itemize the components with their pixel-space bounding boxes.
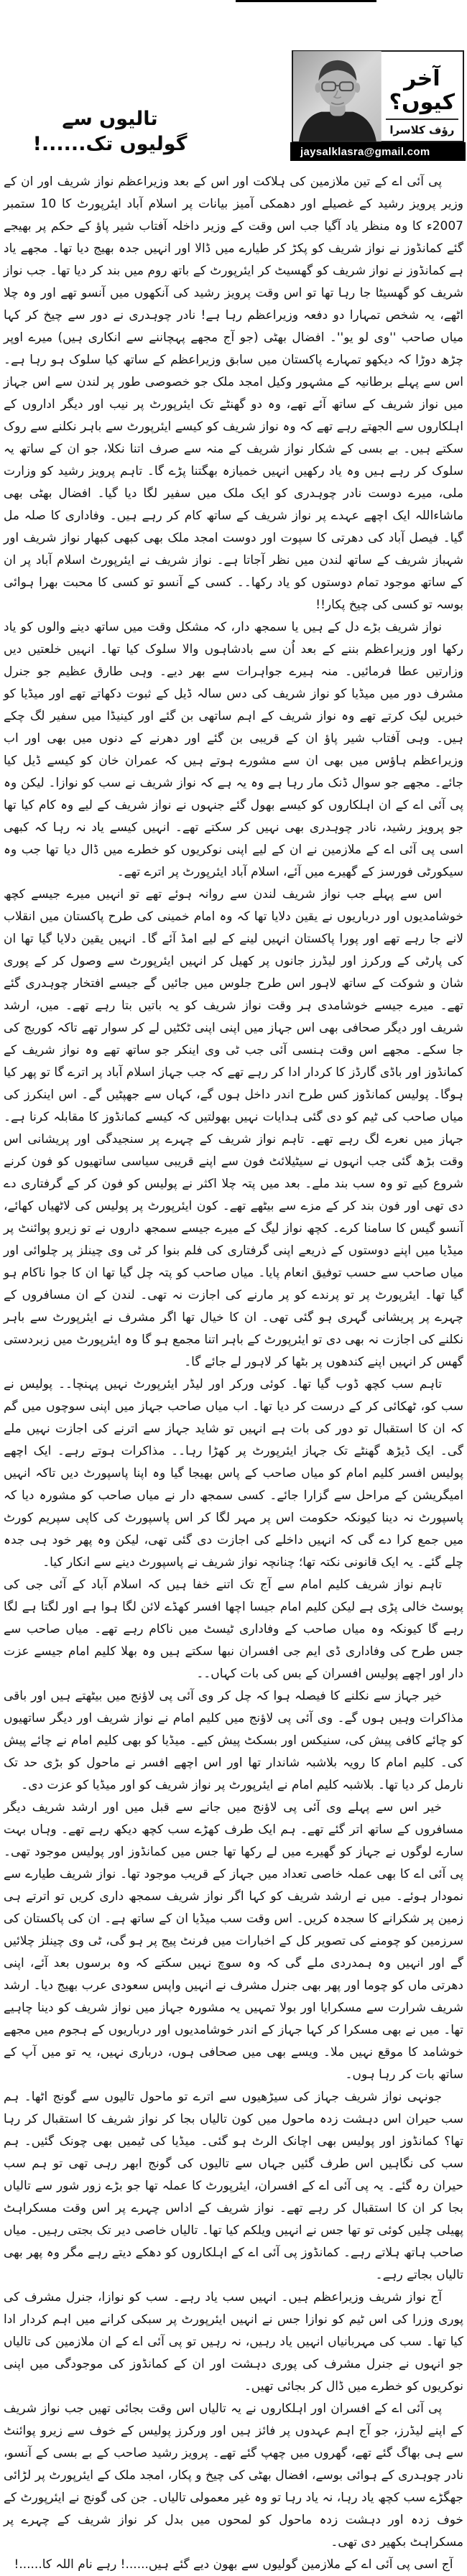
article-paragraph: اس سے پہلے جب نواز شریف لندن سے روانہ ہوئے تھے تو انہیں میرے جیسے کچھ خوشامدیوں اور درباریوں نے یقین دلایا تھا کہ وہ امام خمینی کی طرح پاکستان میں انقلاب لانے جا رہے تھے اور پورا پاکستان انہیں لینے کے لیے امڈ آئے گا۔ انہیں یقین دلایا گیا تھا ان کی پارٹی کے ورکرز اور لیڈرز جانوں پر کھیل کر انہیں ایئرپورٹ سے وصول کر کے پوری شان و شوکت کے ساتھ لاہور اس طرح جلوس میں جائیں گے جیسے افتخار چوہدری گئے تھے۔ میرے جیسے خوشامدی ہر وقت نواز شریف کو یہ باتیں بتا رہے تھے۔ میں، ارشد شریف اور دیگر صحافی بھی اس جہاز میں اپنی اپنی ٹکٹیں لے کر سوار تھے تاکہ کوریج کی جا سکے۔ مجھے اس وقت ہنسی آئی جب ٹی وی اینکر جو ساتھ تھے وہ نواز شریف کے کمانڈوز اور باڈی گارڈز کا کردار ادا کر رہے تھے کہ جب جہاز اسلام آباد پر اترے گا تو پھر کیا ہوگا۔ پولیس کمانڈوز کس طرح اندر داخل ہوں گے، کہاں سے جھپٹیں گے۔ اس اینکرز کی میاں صاحب کی ٹیم کو دی گئی ہدایات نہیں بھولتیں کہ کیسے کمانڈوز کا مقابلہ کرنا ہے۔ جہاز میں نعرے لگ رہے تھے۔ تاہم نواز شریف کے چہرے پر سنجیدگی اور پریشانی اس وقت بڑھ گئی جب انہوں نے سیٹیلائٹ فون سے اپنے قریبی سیاسی ساتھیوں کو فون کرنے شروع کیے تو وہ سب بند ملے۔ بعد میں پتہ چلا اکثر نے پولیس کو فون کر کے گرفتاری دے دی تھی اور فون بند کر کے مزے سے بیٹھے تھے۔ کون ایئرپورٹ پر پولیس کی لاٹھیاں کھائے، آنسو گیس کا سامنا کرے۔ کچھ نواز لیگ کے میرے جیسے سمجھ داروں نے تو زیرو پوائنٹ پر میڈیا میں اپنے دوستوں کے ذریعے اپنی گرفتاری کی فلم بنوا کر ٹی وی چینلز پر چلوائی اور میاں صاحب سے حسب توفیق انعام پایا۔ میاں صاحب کو پتہ چل گیا تھا ان کا جوا ناکام ہو گیا تھا۔ ایئرپورٹ پر تو پرندے کو پر مارنے کی اجازت نہ تھی۔ لندن کے ان مسافروں کے چہرے پر پریشانی گہری ہو گئی تھی۔ ان کا خیال تھا اگر مشرف نے ایئرپورٹ سے باہر نکلنے کی اجازت نہ بھی دی تو ایئرپورٹ کے باہر اتنا مجمع ہو گا وہ ایئرپورٹ میں زبردستی گھس کر انہیں اپنے کندھوں پر بٹھا کر لاہور لے جائے گا۔ bbox=[4, 887, 463, 1369]
article-paragraph: خیر جہاز سے نکلنے کا فیصلہ ہوا کہ چل کر وی آئی پی لاؤنج میں بیٹھتے ہیں اور باقی مذاکرات وہیں ہوں گے۔ وی آئی پی لاؤنج میں کلیم امام نے نواز شریف اور دیگر ساتھیوں کو چائے کافی پیش کی، سنیکس اور بسکٹ پیش کیے۔ میڈیا کو بھی کلیم امام نے چائے پیش کی۔ کلیم امام کا رویہ بلاشبہ شاندار تھا اور اس اچھے افسر نے ماحول کو بڑی حد تک نارمل کر دیا تھا۔ بلاشبہ کلیم امام نے ایئرپورٹ پر نواز شریف کو اور میڈیا کو عزت دی۔ bbox=[4, 1689, 463, 1792]
article-paragraph: تاہم نواز شریف کلیم امام سے آج تک اتنے خفا ہیں کہ اسلام آباد کے آئی جی کی پوسٹ خالی پڑی ہے لیکن کلیم امام جیسا اچھا افسر کھڈے لائن لگا ہوا ہے اور لگتا ہے لگا رہے گا کیونکہ وہ میاں صاحب کے وفاداری ٹیسٹ میں ناکام رہے تھے۔ میاں صاحب سے جس طرح کی وفاداری ڈی ایم جی افسران نبھا سکتے ہیں وہ بھلا کلیم امام جیسے عزت دار اور اچھے پولیس افسران کے بس کی بات کہاں۔۔ bbox=[4, 1577, 463, 1681]
columnist-header-box bbox=[292, 50, 464, 142]
article-paragraph: پی آئی اے کے تین ملازمین کی ہلاکت اور اس کے بعد وزیراعظم نواز شریف اور ان کے وزیر پرویز رشید کے غصیلے اور دھمکی آمیز بیانات پر اسلام آباد ایئرپورٹ کا 10 ستمبر 2007ء کا وہ منظر یاد آگیا جب اس وقت کے وزیر داخلہ آفتاب شیر پاؤ کے حکم پر بھیجے گئے کمانڈوز نے نواز شریف کو پکڑ کر طیارے میں ڈالا اور انہیں جدہ بھیج دیا تھا۔ مجھے یاد ہے کمانڈوز نے نواز شریف کو گھسیٹ کر ایئرپورٹ کے باتھ روم میں بند کر دیا تھا۔ جب نواز شریف کو گھسیٹا جا رہا تھا تو اس وقت پرویز رشید کی آنکھوں میں آنسو تھے اور وہ چلا اٹھے، یہ شخص تمہارا دو دفعہ وزیراعظم رہا ہے! نادر چوہدری نے دور سے چیخ کر کہا میاں صاحب ''وی لو یو''۔ افضال بھٹی (جو آج مجھے پہچاننے سے انکاری ہیں) میرے اوپر چڑھ دوڑا کہ دیکھو تمہارے پاکستان میں سابق وزیراعظم کے ساتھ کیا سلوک ہو رہا ہے۔ اس سے پہلے برطانیہ کے مشہور وکیل امجد ملک جو خصوصی طور پر لندن سے اس جہاز میں نواز شریف کے ساتھ آئے تھے، وہ دو گھنٹے تک ایئرپورٹ پر نیب اور دیگر اداروں کے اہلکاروں سے الجھتے رہے تھے کہ وہ نواز شریف کو کیسے ایئرپورٹ سے باہر نکلنے سے روک سکتے ہیں۔ بے بسی کے شکار نواز شریف کے منہ سے صرف اتنا نکلا، جو ان کے ساتھ یہ سلوک کر رہے ہیں وہ یاد رکھیں انہیں خمیازہ بھگتنا پڑے گا۔ تاہم پرویز رشید کو وزارت ملی، میرے دوست نادر چوہدری کو ایک ملک میں سفیر لگا دیا گیا۔ افضال بھٹی بھی ماشاءاللہ ایک اچھے عہدے پر نواز شریف کے ساتھ کام کر رہے ہیں۔ وفاداری کا صلہ مل گیا۔ فیصل آباد کی دھرتی کا سپوت اور دوست امجد ملک بھی کبھی کبھار نواز شریف اور شہباز شریف کے ساتھ لندن میں نظر آجاتا ہے۔ نواز شریف نے ایئرپورٹ اسلام آباد پر ان کے ساتھ موجود تمام دوستوں کو یاد رکھا۔۔ کسی کے آنسو تو کسی کا محبت بھرا ہوائی بوسہ تو کسی کی چیخ پکار!! bbox=[4, 175, 463, 612]
article-body bbox=[4, 171, 463, 2576]
title-underline bbox=[386, 119, 458, 120]
article-paragraph: پی آئی اے کے افسران اور اہلکاروں نے یہ تالیاں اس وقت بجائی تھیں جب نواز شریف کے اپنے لیڈرز، جو آج اہم عہدوں پر فائز ہیں اور ورکرز پولیس کے خوف سے زیرو پوائنٹ سے ہی بھاگ گئے تھے، گھروں میں چھپ گئے تھے۔ پرویز رشید صاحب کے بے بسی کے آنسو، نادر چوہدری کے ہوائی بوسے، افضال بھٹی کی چیخ و پکار، امجد ملک کے ایئرپورٹ پر لڑائی جھگڑے سب کچھ یاد رہا، نہ یاد رہا تو وہ غیر معمولی تالیاں۔ جن کی گونج نے ایئرپورٹ کے خوف زدہ اور دہشت زدہ ماحول کو لمحوں میں بدل کر نواز شریف کے چہرے پر مسکراہٹ بکھیر دی تھی۔ bbox=[4, 2401, 463, 2549]
email-text: jaysalklasra@gmail.com bbox=[300, 145, 430, 158]
article-paragraph: خیر اس سے پہلے وی آئی پی لاؤنج میں جانے سے قبل میں اور ارشد شریف دیگر مسافروں کے ساتھ اتر گئے تھے۔ ہم ایک طرف کھڑے سب کچھ دیکھ رہے تھے۔ وہاں بہت سارے لوگوں نے جہاز کو گھیرے میں لے رکھا تھا جس میں کمانڈوز اور پولیس موجود تھی۔ پی آئی اے کا بھی عملہ خاصی تعداد میں جہاز کے قریب موجود تھا۔ نواز شریف طیارے سے نمودار ہوئے۔ میں نے ارشد شریف کو کہا اگر نواز شریف سمجھ داری کریں تو اترتے ہی زمین پر شکرانے کا سجدہ کریں۔ اس وقت سب میڈیا ان کے ساتھ ہے۔ ان کی پاکستان کی سرزمین کو چومنے کی تصویر کل کے اخبارات میں فرنٹ پیج پر ہو گی، ٹی وی چینلز چلائیں گے اور انہیں وہ ہمدردی ملے گی کہ وہ سوچ نہیں سکتے کہ وہ برسوں بعد آئے، اپنی دھرتی ماں کو چوما اور پھر بھی جنرل مشرف نے انہیں واپس سعودی عرب بھیج دیا۔ ارشد شریف شرارت سے مسکرایا اور بولا تمہیں یہ مشورہ جہاز میں نواز شریف کو دینا چاہیے تھا۔ میں نے بھی مسکرا کر کہا جہاز کے اندر خوشامدیوں اور درباریوں کے ہجوم میں مجھے خوشامد کا موقع نہیں ملا۔ ویسے بھی میں صحافی ہوں، درباری نہیں، یہ تو میں آپ کے ساتھ بات کر رہا ہوں۔ bbox=[4, 1800, 463, 2082]
article-paragraph: آج نواز شریف وزیراعظم ہیں۔ انہیں سب یاد رہے۔ سب کو نوازا، جنرل مشرف کی پوری وزرا کی اس ٹیم کو نوازا جس نے انہیں ایئرپورٹ پر سبکی کرانے میں اہم کردار ادا کیا تھا۔ سب کی مہربانیاں انہیں یاد رہیں، نہ رہیں تو پی آئی اے کے ان ملازمین کی تالیاں جو انہوں نے جنرل مشرف کی پوری دہشت اور ان کے کمانڈوز کی موجودگی میں اپنی نوکریوں کو خطرے میں ڈال کر بجائی تھیں۔ bbox=[4, 2290, 463, 2394]
author-name: رؤف کلاسرا bbox=[389, 124, 455, 136]
article-paragraph: جونہی نواز شریف جہاز کی سیڑھیوں سے اترے تو ماحول تالیوں سے گونج اٹھا۔ ہم سب حیران اس دہشت زدہ ماحول میں کون تالیاں بجا کر نواز شریف کا استقبال کر رہا تھا؟ کمانڈوز اور پولیس بھی اچانک الرٹ ہو گئی۔ میڈیا کی ٹیمیں بھی چونک گئیں۔ ہم سب کی نگاہیں اس طرف گئیں جہاں سے تالیوں کی گونج ابھر رہی تھی تو ہم سب حیران رہ گئے۔ یہ پی آئی اے کے افسران، ایئرپورٹ کا عملہ تھا جو بڑے زور شور سے تالیاں بجا کر ان کا استقبال کر رہے تھے۔ نواز شریف کے اداس چہرے پر اس وقت مسکراہٹ پھیلی چلیں کوئی تو تھا جس نے انہیں ویلکم کیا تھا۔ تالیاں خاصی دیر تک بجتی رہیں۔ میاں صاحب ہاتھ ہلاتے رہے۔ کمانڈوز پی آئی اے کے اہلکاروں کو دھکے دیتے رہے مگر وہ پھر بھی تالیاں بجاتے رہے۔ bbox=[4, 2090, 463, 2282]
columnist-titles bbox=[382, 52, 463, 141]
article-closing-line: آج اسی پی آئی اے کے ملازمین گولیوں سے بھون دیے گئے ہیں......! رہے نام اللہ کا......! bbox=[14, 2557, 453, 2572]
top-rule bbox=[236, 0, 376, 2]
email-bar bbox=[290, 142, 466, 161]
author-photo bbox=[293, 52, 382, 141]
article-title: تالیوں سے گولیوں تک......! bbox=[32, 108, 188, 156]
article-paragraph: تاہم سب کچھ ڈوب گیا تھا۔ کوئی ورکر اور لیڈر ایئرپورٹ نہیں پہنچا۔۔ پولیس نے سب کو، ٹھکائی کر کے درست کر دیا تھا۔ اب میاں صاحب جہاز میں اپنی سوچوں میں گم کہ ان کا استقبال تو دور کی بات ہے انہیں تو شاید جہاز سے اترنے کی اجازت نہیں ملے گی۔ ایک ڈیڑھ گھنٹے تک جہاز ایئرپورٹ پر کھڑا رہا۔۔ مذاکرات ہوتے رہے۔ ایک اچھے پولیس افسر کلیم امام کو میاں صاحب کے پاس بھیجا گیا وہ اپنا پاسپورٹ دیں تاکہ انہیں امیگریشن کے مراحل سے گزارا جائے۔ کسی سمجھ دار نے میاں صاحب کو مشورہ دیا کہ پاسپورٹ نہ دینا کیونکہ حکومت اس پر مہر لگا کر اس پاسپورٹ کی کاپی سپریم کورٹ میں جمع کرا دے گی کہ انہیں داخلے کی اجازت دی گئی تھی، لیکن وہ پھر خود ہی جدہ چلے گئے۔ یہ ایک قانونی نکتہ تھا؛ چنانچہ نواز شریف نے پاسپورٹ دینے سے انکار کیا۔ bbox=[4, 1377, 463, 1570]
column-title: آخر کیوں؟ bbox=[389, 66, 456, 115]
article-paragraph: نواز شریف بڑے دل کے ہیں یا سمجھ دار، کہ مشکل وقت میں ساتھ دینے والوں کو یاد رکھا اور وزیراعظم بننے کے بعد اُن سے بادشاہوں والا سلوک کیا تھا۔ انہیں خلعتیں دیں وزارتیں عطا فرمائیں۔ منہ ہیرے جواہرات سے بھر دیے۔ وہی طارق عظیم جو جنرل مشرف دور میں میڈیا کو نواز شریف کی دس سالہ ڈیل کے ثبوت دکھاتے تھے اور میڈیا کو خبریں لیک کرتے تھے وہ نواز شریف کے اہم ساتھی بن گئے اور کینیڈا میں سفیر لگ چکے ہیں۔ وہی آفتاب شیر پاؤ ان کے قریبی بن گئے اور دھرنے کے دنوں میں بھی اور اب وزیراعظم ہاؤس میں بھی ان سے مشورے ہوتے ہیں کہ عمران خان کو کیسے ڈیل کیا جائے۔ مجھے جو سوال ڈنک مار رہا ہے وہ یہ ہے کہ نواز شریف نے سب کو نوازا۔ لیکن وہ پی آئی اے کے ان اہلکاروں کو کیسے بھول گئے جنہوں نے نواز شریف کے لیے وہ کام کیا تھا جو پرویز رشید، نادر چوہدری بھی نہیں کر سکتے تھے۔ انہیں کیسے یاد نہ رہا کہ کبھی اسی پی آئی اے کے ملازمین نے ان کے لیے اپنی نوکریوں کو خطرے میں ڈال دیا تھا جب وہ سیکورٹی فورسز کے گھیرے میں آئے، اسلام آباد ایئرپورٹ پر اترے تھے۔ bbox=[4, 620, 463, 879]
